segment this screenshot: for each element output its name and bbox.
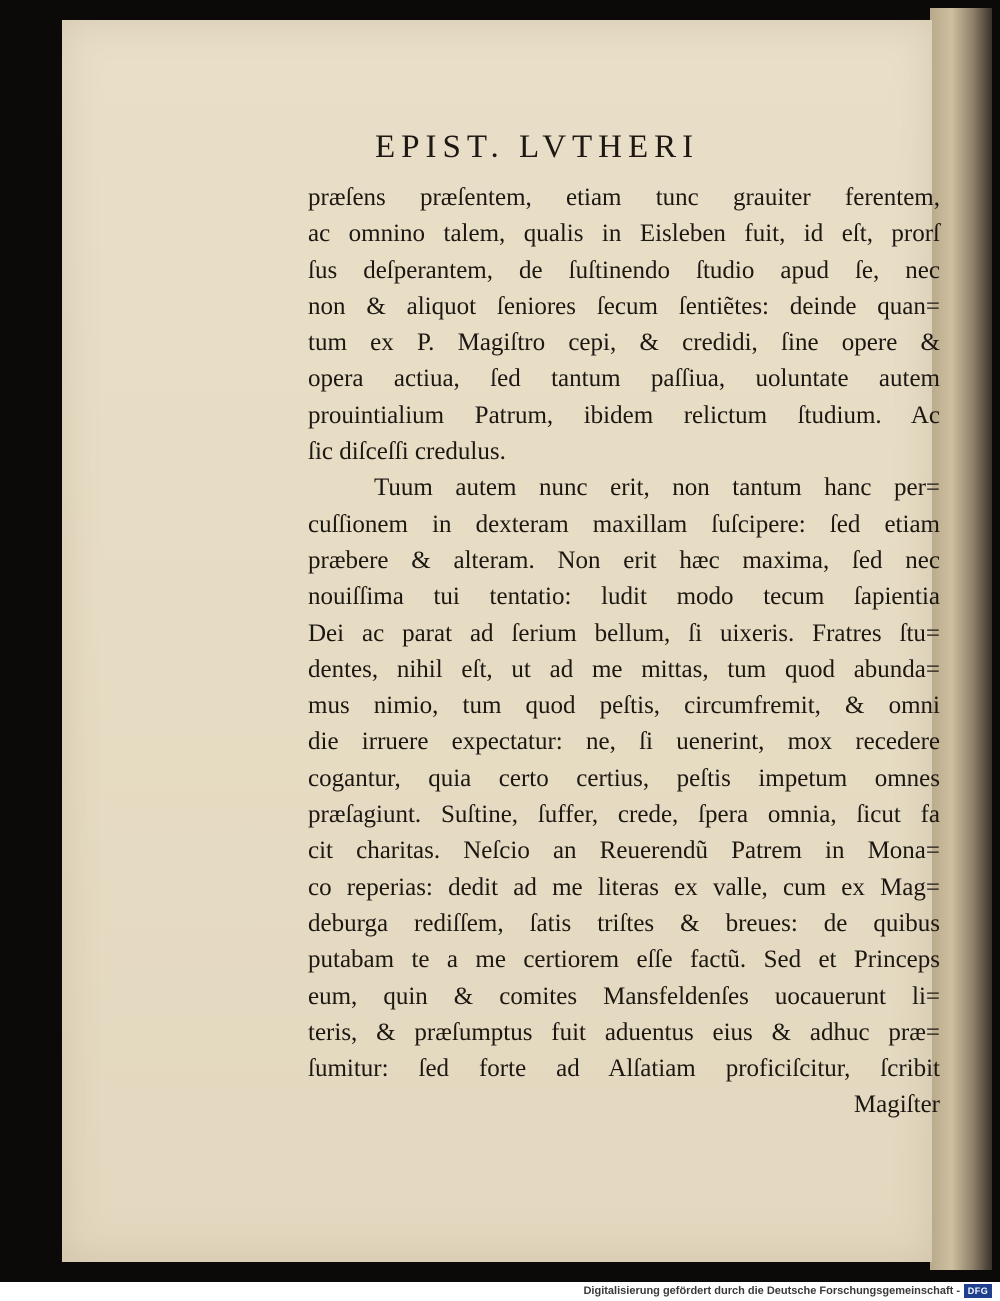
text-line: co reperias: dedit ad me literas ex valle, cum ex Mag= [308, 873, 940, 901]
body-text [308, 180, 940, 1124]
text-line: Dei ac parat ad ſerium bellum, ſi uixeris. Fratres ſtu= [308, 619, 940, 647]
text-line: præſens præſentem, etiam tunc grauiter ferentem, [308, 184, 940, 211]
text-line: tum ex P. Magiſtro cepi, & credidi, ſine opere & [308, 329, 940, 357]
text-line: cogantur, quia certo certius, peſtis impetum omnes [308, 764, 940, 792]
text-line: Tuum autem nunc erit, non tantum hanc per= [374, 474, 940, 502]
text-line: teris, & præſumptus fuit aduentus eius & adhuc præ= [308, 1018, 940, 1046]
text-line: deburga rediſſem, ſatis triſtes & breues: de quibus [308, 909, 940, 937]
text-line: eum, quin & comites Mansfeldenſes uocauerunt li= [308, 982, 940, 1010]
text-line: nouiſſima tui tentatio: ludit modo tecum ſapientia [308, 583, 940, 611]
text-line: ſus deſperantem, de ſuſtinendo ſtudio apud ſe, nec [308, 256, 940, 284]
text-line: cit charitas. Neſcio an Reuerendũ Patrem in Mona= [308, 837, 940, 865]
text-line: putabam te a me certiorem eſſe factũ. Sed et Princeps [308, 946, 940, 974]
text-line: dentes, nihil eſt, ut ad me mittas, tum quod abunda= [308, 655, 940, 683]
running-head: EPIST. LVTHERI [375, 129, 700, 165]
digitization-footer [0, 1282, 1000, 1301]
text-line: præſagiunt. Suſtine, ſuffer, crede, ſpera omnia, ſicut fa [308, 801, 940, 829]
text-line: præbere & alteram. Non erit hæc maxima, ſed nec [308, 546, 940, 574]
text-line: cuſſionem in dexteram maxillam ſuſcipere: ſed etiam [308, 510, 940, 538]
catchword: Magiſter [853, 1091, 940, 1119]
text-line: non & aliquot ſeniores ſecum ſentiẽtes: deinde quan= [308, 292, 940, 320]
funding-credit: Digitalisierung gefördert durch die Deutsche Forschungsgemeinschaft - [583, 1285, 960, 1297]
text-line: die irruere expectatur: ne, ſi uenerint, mox recedere [308, 728, 940, 756]
dfg-logo-icon: DFG [964, 1284, 992, 1298]
text-line: mus nimio, tum quod peſtis, circumfremit, & omni [308, 692, 940, 720]
text-line: ac omnino talem, qualis in Eisleben fuit, id eſt, prorſ [308, 220, 940, 248]
text-line: ſic diſceſſi credulus. [308, 438, 506, 466]
text-line: ſumitur: ſed forte ad Alſatiam proficiſcitur, ſcribit [308, 1055, 940, 1083]
text-line: opera actiua, ſed tantum paſſiua, uoluntate autem [308, 365, 940, 393]
text-line: prouintialium Patrum, ibidem relictum ſtudium. Ac [308, 401, 940, 429]
